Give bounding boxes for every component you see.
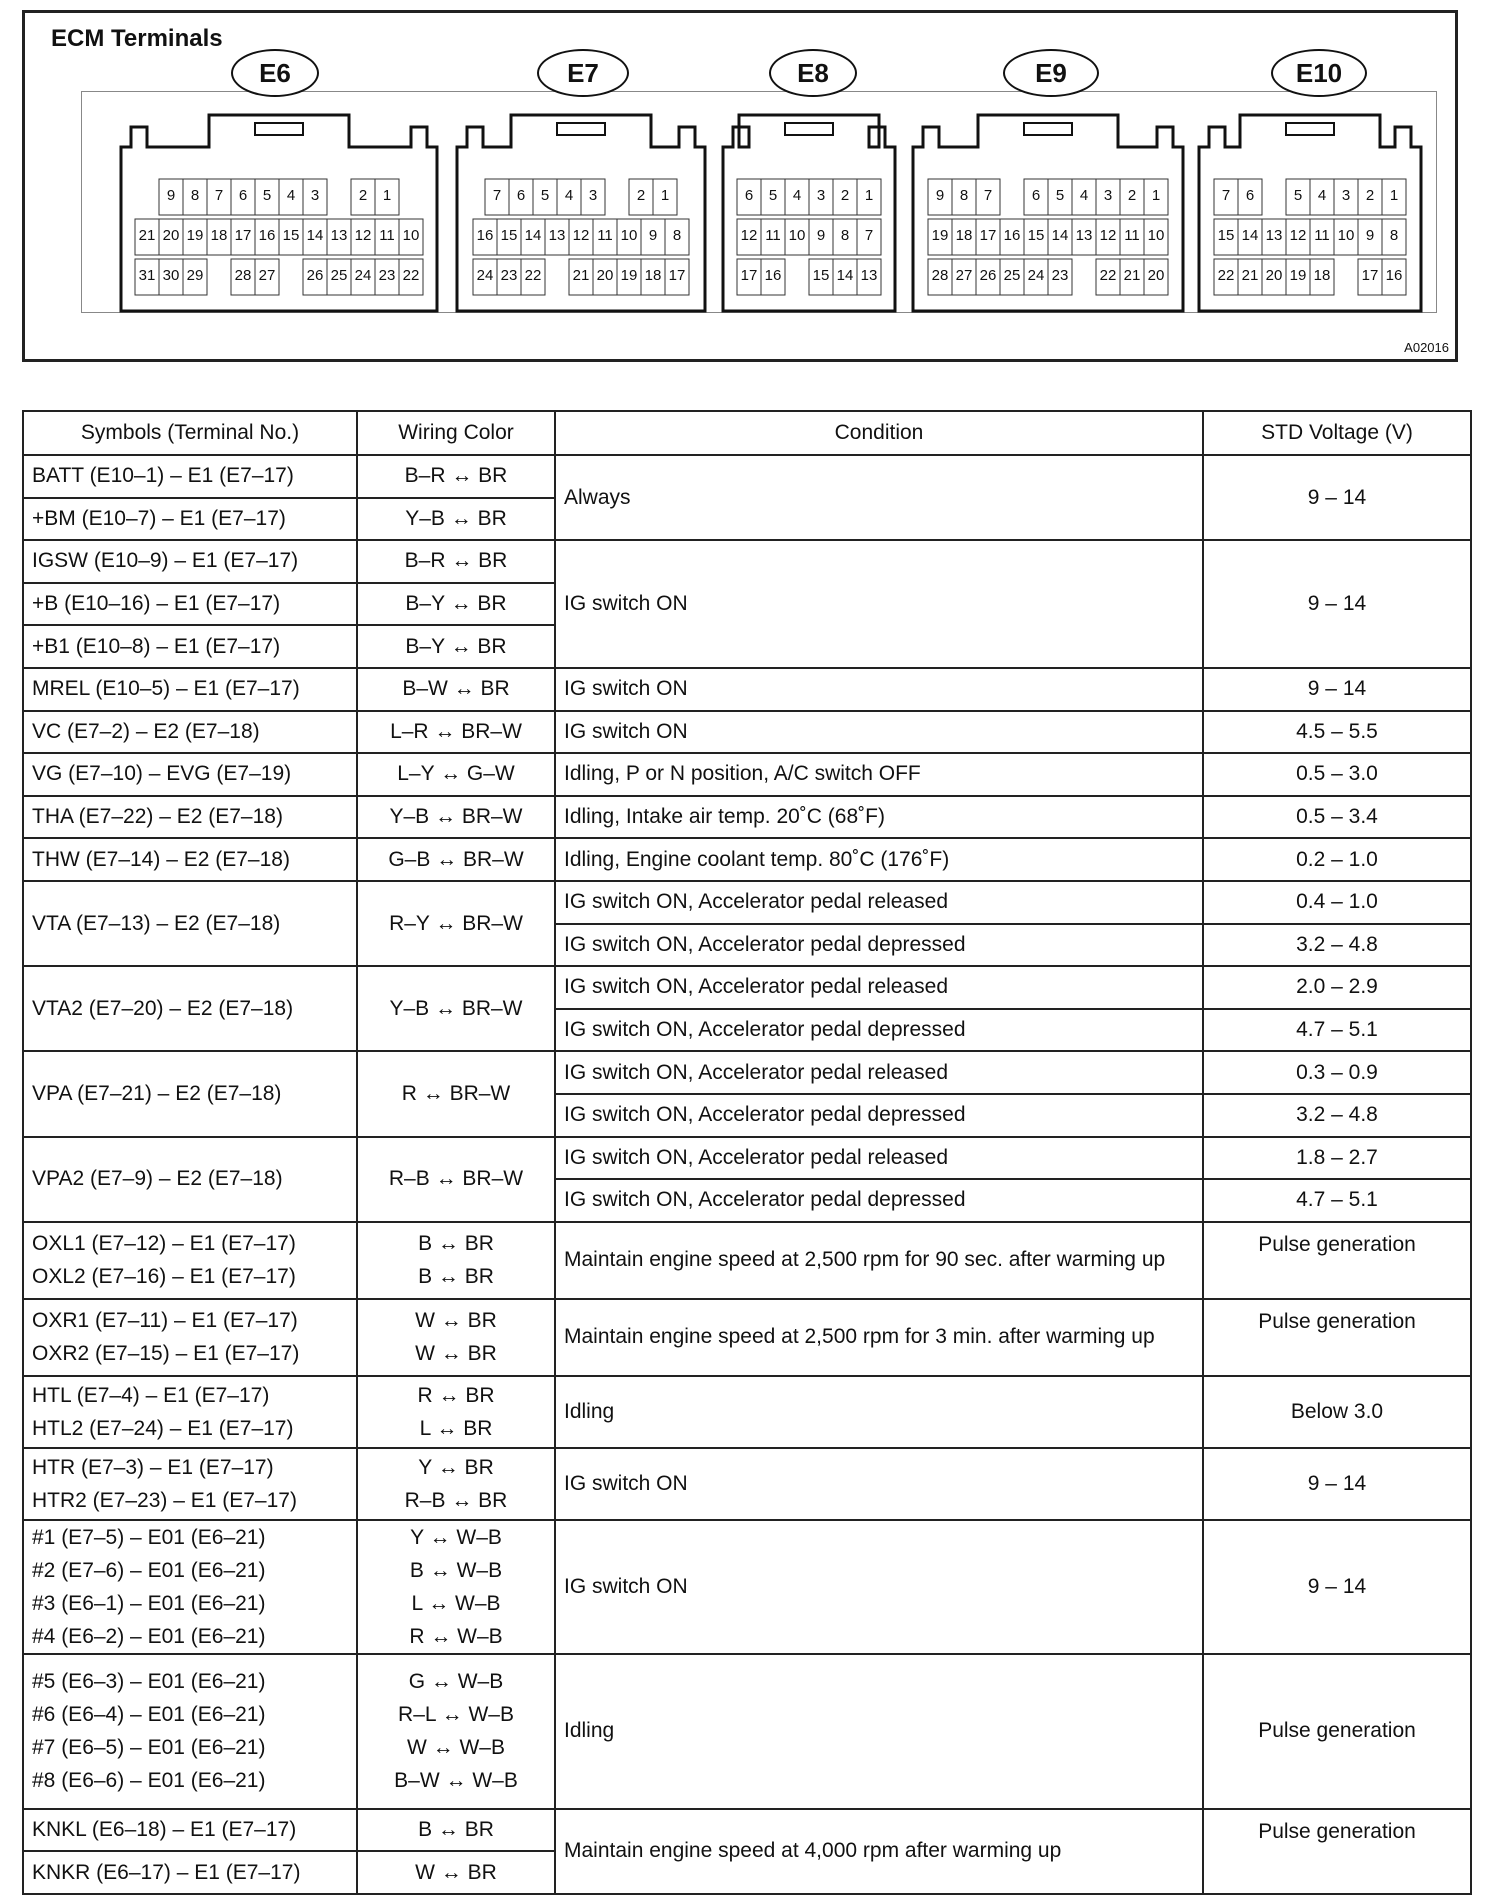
table-row xyxy=(23,1376,1471,1448)
terminal-number: 24 xyxy=(354,267,372,284)
symbol-cell: THW (E7–14) – E2 (E7–18) xyxy=(23,838,357,881)
terminal-number: 26 xyxy=(306,267,324,284)
condition-cell: Idling xyxy=(555,1654,1203,1809)
wiring-color-cell: B ↔ BR xyxy=(357,1809,555,1852)
terminal-number: 2 xyxy=(840,187,850,204)
terminal-number: 19 xyxy=(1289,267,1307,284)
terminal-number: 1 xyxy=(864,187,874,204)
terminal-number: 9 xyxy=(166,187,176,204)
symbol-cell xyxy=(23,1654,357,1809)
voltage-cell: 0.5 – 3.4 xyxy=(1203,796,1471,839)
terminal-number: 20 xyxy=(162,227,180,244)
wiring-color-cell: R–B ↔ BR–W xyxy=(357,1137,555,1222)
wiring-color-cell: Y–B ↔ BR–W xyxy=(357,966,555,1051)
terminal-number: 15 xyxy=(282,227,300,244)
wiring-color-cell: Y–B ↔ BR xyxy=(357,498,555,541)
symbol-cell: MREL (E10–5) – E1 (E7–17) xyxy=(23,668,357,711)
terminal-number: 17 xyxy=(1361,267,1379,284)
condition-cell: IG switch ON, Accelerator pedal released xyxy=(555,1051,1203,1094)
symbol-line: #3 (E6–1) – E01 (E6–21) xyxy=(32,1591,266,1615)
voltage-cell: 3.2 – 4.8 xyxy=(1203,1094,1471,1137)
terminal-number: 4 xyxy=(1317,187,1327,204)
connector-latch xyxy=(557,123,605,135)
color-line: R ↔ W–B xyxy=(409,1624,503,1648)
terminal-number: 12 xyxy=(572,227,590,244)
terminal-number: 18 xyxy=(1313,267,1331,284)
terminal-number: 24 xyxy=(476,267,494,284)
terminal-number: 1 xyxy=(382,187,392,204)
terminal-number: 5 xyxy=(768,187,778,204)
terminal-number: 21 xyxy=(572,267,590,284)
terminal-number: 27 xyxy=(258,267,276,284)
symbol-cell: VTA (E7–13) – E2 (E7–18) xyxy=(23,881,357,966)
terminal-number: 17 xyxy=(668,267,686,284)
table-row xyxy=(23,1299,1471,1376)
terminal-number: 16 xyxy=(476,227,494,244)
terminal-number: 7 xyxy=(864,227,874,244)
terminal-number: 13 xyxy=(1075,227,1093,244)
terminal-number: 2 xyxy=(636,187,646,204)
symbol-line: HTL (E7–4) – E1 (E7–17) xyxy=(32,1383,270,1407)
terminal-number: 7 xyxy=(492,187,502,204)
voltage-cell: 0.2 – 1.0 xyxy=(1203,838,1471,881)
condition-cell: IG switch ON xyxy=(555,1448,1203,1520)
table-row xyxy=(23,1137,1471,1180)
condition-cell: IG switch ON, Accelerator pedal depressed xyxy=(555,1094,1203,1137)
color-line: L ↔ BR xyxy=(419,1416,493,1440)
connector-e9 xyxy=(913,107,1183,319)
condition-cell: Idling xyxy=(555,1376,1203,1448)
terminal-number: 9 xyxy=(816,227,826,244)
connector-outline xyxy=(457,107,705,319)
color-line: W ↔ BR xyxy=(415,1309,497,1333)
color-line: G ↔ W–B xyxy=(408,1670,504,1694)
condition-cell: IG switch ON xyxy=(555,668,1203,711)
table-row xyxy=(23,540,1471,583)
condition-cell: IG switch ON, Accelerator pedal released xyxy=(555,1137,1203,1180)
condition-cell: IG switch ON, Accelerator pedal released xyxy=(555,966,1203,1009)
connector-latch xyxy=(255,123,303,135)
terminal-number: 13 xyxy=(548,227,566,244)
terminal-number: 6 xyxy=(516,187,526,204)
terminal-number: 10 xyxy=(1337,227,1355,244)
terminal-number: 20 xyxy=(1147,267,1165,284)
terminal-number: 1 xyxy=(660,187,670,204)
terminal-number: 6 xyxy=(1031,187,1041,204)
symbol-line: OXR1 (E7–11) – E1 (E7–17) xyxy=(32,1309,298,1333)
color-line: B ↔ BR xyxy=(418,1265,494,1289)
header-std-voltage: STD Voltage (V) xyxy=(1203,411,1471,455)
table-row xyxy=(23,455,1471,498)
condition-cell: IG switch ON xyxy=(555,711,1203,754)
color-line: R ↔ BR xyxy=(417,1383,495,1407)
terminal-number: 17 xyxy=(234,227,252,244)
terminal-number: 25 xyxy=(1003,267,1021,284)
terminal-number: 7 xyxy=(1221,187,1231,204)
symbol-cell: THA (E7–22) – E2 (E7–18) xyxy=(23,796,357,839)
wiring-color-cell: Y–B ↔ BR–W xyxy=(357,796,555,839)
terminal-number: 14 xyxy=(1051,227,1069,244)
terminal-number: 23 xyxy=(500,267,518,284)
terminal-number: 3 xyxy=(588,187,598,204)
terminal-number: 11 xyxy=(1124,227,1140,244)
terminal-number: 3 xyxy=(1341,187,1351,204)
terminal-number: 9 xyxy=(1365,227,1375,244)
symbol-line: OXL2 (E7–16) – E1 (E7–17) xyxy=(32,1265,296,1289)
terminal-number: 16 xyxy=(258,227,276,244)
terminal-number: 1 xyxy=(1389,187,1399,204)
terminal-number: 5 xyxy=(1293,187,1303,204)
terminal-number: 15 xyxy=(812,267,830,284)
symbol-line: #8 (E6–6) – E01 (E6–21) xyxy=(32,1769,266,1793)
symbol-cell: BATT (E10–1) – E1 (E7–17) xyxy=(23,455,357,498)
terminal-number: 16 xyxy=(1385,267,1403,284)
wiring-color-cell: B–R ↔ BR xyxy=(357,540,555,583)
color-line: Y ↔ W–B xyxy=(410,1525,502,1549)
terminal-number: 5 xyxy=(1055,187,1065,204)
table-row xyxy=(23,1520,1471,1654)
symbol-line: #5 (E6–3) – E01 (E6–21) xyxy=(32,1670,266,1694)
symbol-cell: +BM (E10–7) – E1 (E7–17) xyxy=(23,498,357,541)
connector-outline xyxy=(1199,107,1421,319)
symbol-line: #6 (E6–4) – E01 (E6–21) xyxy=(32,1703,266,1727)
terminal-number: 12 xyxy=(1099,227,1117,244)
terminal-number: 14 xyxy=(306,227,324,244)
terminal-number: 8 xyxy=(959,187,969,204)
symbol-cell: IGSW (E10–9) – E1 (E7–17) xyxy=(23,540,357,583)
terminal-number: 29 xyxy=(186,267,204,284)
terminal-number: 11 xyxy=(1314,227,1330,244)
connector-latch xyxy=(1024,123,1072,135)
voltage-cell: 9 – 14 xyxy=(1203,1520,1471,1654)
terminal-number: 22 xyxy=(1099,267,1117,284)
symbol-cell xyxy=(23,1520,357,1654)
terminal-number: 21 xyxy=(138,227,156,244)
symbol-cell: VPA (E7–21) – E2 (E7–18) xyxy=(23,1051,357,1136)
terminal-number: 4 xyxy=(286,187,296,204)
connector-latch xyxy=(1286,123,1334,135)
symbol-cell: KNKL (E6–18) – E1 (E7–17) xyxy=(23,1809,357,1852)
wiring-color-cell: B–W ↔ BR xyxy=(357,668,555,711)
terminal-number: 18 xyxy=(644,267,662,284)
terminal-number: 15 xyxy=(1217,227,1235,244)
wiring-color-cell xyxy=(357,1448,555,1520)
voltage-cell: 0.4 – 1.0 xyxy=(1203,881,1471,924)
condition-cell: Idling, Intake air temp. 20˚C (68˚F) xyxy=(555,796,1203,839)
voltage-cell: Below 3.0 xyxy=(1203,1376,1471,1448)
wiring-color-cell: B–Y ↔ BR xyxy=(357,583,555,626)
terminal-number: 25 xyxy=(330,267,348,284)
terminal-number: 8 xyxy=(672,227,682,244)
terminal-number: 9 xyxy=(648,227,658,244)
table-row xyxy=(23,1809,1471,1852)
terminal-number: 8 xyxy=(1389,227,1399,244)
terminal-number: 9 xyxy=(935,187,945,204)
connector-e8 xyxy=(723,107,895,319)
terminal-number: 4 xyxy=(1079,187,1089,204)
terminal-number: 10 xyxy=(788,227,806,244)
voltage-cell: 0.3 – 0.9 xyxy=(1203,1051,1471,1094)
symbol-cell: +B (E10–16) – E1 (E7–17) xyxy=(23,583,357,626)
table-row xyxy=(23,796,1471,839)
terminal-number: 2 xyxy=(1127,187,1137,204)
symbol-line: OXR2 (E7–15) – E1 (E7–17) xyxy=(32,1342,300,1366)
terminal-number: 21 xyxy=(1241,267,1259,284)
table-row xyxy=(23,1222,1471,1299)
terminal-number: 7 xyxy=(983,187,993,204)
condition-cell: Idling, P or N position, A/C switch OFF xyxy=(555,753,1203,796)
voltage-cell: Pulse generation xyxy=(1203,1222,1471,1299)
voltage-cell: 2.0 – 2.9 xyxy=(1203,966,1471,1009)
table-row xyxy=(23,1051,1471,1094)
color-line: L ↔ W–B xyxy=(411,1591,501,1615)
symbol-line: #4 (E6–2) – E01 (E6–21) xyxy=(32,1624,266,1648)
terminal-number: 10 xyxy=(1147,227,1165,244)
terminal-number: 2 xyxy=(358,187,368,204)
diagram-code: A02016 xyxy=(1404,340,1449,355)
wiring-color-cell xyxy=(357,1520,555,1654)
terminal-number: 18 xyxy=(210,227,228,244)
symbol-cell: +B1 (E10–8) – E1 (E7–17) xyxy=(23,625,357,668)
terminal-number: 21 xyxy=(1123,267,1141,284)
voltage-cell: 3.2 – 4.8 xyxy=(1203,924,1471,967)
terminal-number: 14 xyxy=(1241,227,1259,244)
terminal-number: 11 xyxy=(379,227,395,244)
connector-label-e7: E7 xyxy=(537,49,629,97)
color-line: W ↔ BR xyxy=(415,1342,497,1366)
color-line: R–L ↔ W–B xyxy=(398,1703,514,1727)
terminal-number: 23 xyxy=(378,267,396,284)
color-line: W ↔ W–B xyxy=(407,1736,505,1760)
terminal-number: 28 xyxy=(234,267,252,284)
terminal-number: 19 xyxy=(620,267,638,284)
wiring-color-cell: B–Y ↔ BR xyxy=(357,625,555,668)
header-wiring-color: Wiring Color xyxy=(357,411,555,455)
terminal-number: 4 xyxy=(564,187,574,204)
symbol-line: OXL1 (E7–12) – E1 (E7–17) xyxy=(32,1232,296,1256)
symbol-line: #1 (E7–5) – E01 (E6–21) xyxy=(32,1525,266,1549)
voltage-cell: 9 – 14 xyxy=(1203,455,1471,540)
connector-latch xyxy=(785,123,833,135)
terminal-number: 19 xyxy=(186,227,204,244)
symbol-line: HTR2 (E7–23) – E1 (E7–17) xyxy=(32,1488,297,1512)
terminal-number: 11 xyxy=(765,227,781,244)
voltage-cell: 4.7 – 5.1 xyxy=(1203,1009,1471,1052)
terminal-number: 5 xyxy=(262,187,272,204)
color-line: B–W ↔ W–B xyxy=(394,1769,518,1793)
symbol-cell: VTA2 (E7–20) – E2 (E7–18) xyxy=(23,966,357,1051)
voltage-cell: 4.7 – 5.1 xyxy=(1203,1179,1471,1222)
terminal-number: 22 xyxy=(402,267,420,284)
diagram-title: ECM Terminals xyxy=(51,25,223,52)
terminal-number: 1 xyxy=(1151,187,1161,204)
terminal-number: 16 xyxy=(1003,227,1021,244)
terminal-number: 13 xyxy=(1265,227,1283,244)
terminal-number: 10 xyxy=(620,227,638,244)
table-row xyxy=(23,881,1471,924)
terminal-number: 16 xyxy=(764,267,782,284)
wiring-color-cell xyxy=(357,1654,555,1809)
voltage-cell: 9 – 14 xyxy=(1203,540,1471,668)
voltage-cell: 4.5 – 5.5 xyxy=(1203,711,1471,754)
symbol-line: HTL2 (E7–24) – E1 (E7–17) xyxy=(32,1416,294,1440)
terminal-number: 12 xyxy=(354,227,372,244)
terminal-number: 24 xyxy=(1027,267,1045,284)
condition-cell: IG switch ON, Accelerator pedal depressed xyxy=(555,924,1203,967)
terminal-number: 18 xyxy=(955,227,973,244)
wiring-color-cell: R–Y ↔ BR–W xyxy=(357,881,555,966)
connector-label-e8: E8 xyxy=(769,49,857,97)
table-row xyxy=(23,838,1471,881)
voltage-cell: Pulse generation xyxy=(1203,1299,1471,1376)
terminal-number: 15 xyxy=(1027,227,1045,244)
wiring-color-cell: B–R ↔ BR xyxy=(357,455,555,498)
terminal-number: 10 xyxy=(402,227,420,244)
terminal-number: 12 xyxy=(740,227,758,244)
terminal-number: 28 xyxy=(931,267,949,284)
terminal-number: 17 xyxy=(979,227,997,244)
wiring-color-cell: R ↔ BR–W xyxy=(357,1051,555,1136)
wiring-color-cell xyxy=(357,1299,555,1376)
terminal-number: 6 xyxy=(744,187,754,204)
table-header-row xyxy=(23,411,1471,455)
terminal-number: 7 xyxy=(214,187,224,204)
terminal-number: 22 xyxy=(524,267,542,284)
condition-cell: Maintain engine speed at 2,500 rpm for 90 sec. after warming up xyxy=(555,1222,1203,1299)
terminal-number: 13 xyxy=(860,267,878,284)
voltage-cell: Pulse generation xyxy=(1203,1809,1471,1894)
terminal-number: 17 xyxy=(740,267,758,284)
condition-cell: IG switch ON xyxy=(555,1520,1203,1654)
connector-outline xyxy=(913,107,1183,319)
table-row xyxy=(23,711,1471,754)
condition-cell: IG switch ON xyxy=(555,540,1203,668)
symbol-line: #7 (E6–5) – E01 (E6–21) xyxy=(32,1736,266,1760)
voltage-cell: 1.8 – 2.7 xyxy=(1203,1137,1471,1180)
condition-cell: Idling, Engine coolant temp. 80˚C (176˚F) xyxy=(555,838,1203,881)
table-row xyxy=(23,1448,1471,1520)
wiring-color-cell xyxy=(357,1376,555,1448)
color-line: B ↔ BR xyxy=(418,1232,494,1256)
terminal-number: 15 xyxy=(500,227,518,244)
terminal-number: 8 xyxy=(190,187,200,204)
symbol-cell: VG (E7–10) – EVG (E7–19) xyxy=(23,753,357,796)
terminal-number: 12 xyxy=(1289,227,1307,244)
condition-cell: Maintain engine speed at 4,000 rpm after warming up xyxy=(555,1809,1203,1894)
condition-cell: Always xyxy=(555,455,1203,540)
voltage-cell: 9 – 14 xyxy=(1203,1448,1471,1520)
symbol-cell: VC (E7–2) – E2 (E7–18) xyxy=(23,711,357,754)
connector-e7 xyxy=(457,107,705,319)
terminal-number: 26 xyxy=(979,267,997,284)
terminal-number: 20 xyxy=(1265,267,1283,284)
connector-label-e9: E9 xyxy=(1003,49,1099,97)
wiring-color-cell xyxy=(357,1222,555,1299)
symbol-cell xyxy=(23,1222,357,1299)
condition-cell: Maintain engine speed at 2,500 rpm for 3 min. after warming up xyxy=(555,1299,1203,1376)
terminal-number: 27 xyxy=(955,267,973,284)
color-line: B ↔ W–B xyxy=(409,1558,503,1582)
terminal-number: 22 xyxy=(1217,267,1235,284)
header-condition: Condition xyxy=(555,411,1203,455)
terminal-number: 31 xyxy=(138,267,156,284)
symbol-cell xyxy=(23,1448,357,1520)
connector-outline xyxy=(723,107,895,319)
connector-label-e10: E10 xyxy=(1271,49,1367,97)
connector-label-e6: E6 xyxy=(231,49,319,97)
terminal-number: 2 xyxy=(1365,187,1375,204)
terminal-number: 20 xyxy=(596,267,614,284)
wiring-color-cell: L–Y ↔ G–W xyxy=(357,753,555,796)
connector-e6 xyxy=(121,107,437,319)
color-line: R–B ↔ BR xyxy=(404,1488,508,1512)
wiring-color-cell: L–R ↔ BR–W xyxy=(357,711,555,754)
condition-cell: IG switch ON, Accelerator pedal depressed xyxy=(555,1179,1203,1222)
wiring-color-cell: W ↔ BR xyxy=(357,1851,555,1894)
table-row xyxy=(23,668,1471,711)
voltage-cell: 9 – 14 xyxy=(1203,668,1471,711)
ecm-terminal-table xyxy=(22,410,1472,1895)
terminal-number: 3 xyxy=(310,187,320,204)
terminal-number: 13 xyxy=(330,227,348,244)
voltage-cell: Pulse generation xyxy=(1203,1654,1471,1809)
symbol-cell xyxy=(23,1376,357,1448)
terminal-number: 14 xyxy=(836,267,854,284)
symbol-cell: VPA2 (E7–9) – E2 (E7–18) xyxy=(23,1137,357,1222)
connector-e10 xyxy=(1199,107,1421,319)
terminal-number: 14 xyxy=(524,227,542,244)
terminal-number: 6 xyxy=(238,187,248,204)
ecm-terminals-diagram xyxy=(22,10,1458,362)
terminal-number: 11 xyxy=(597,227,613,244)
wiring-color-cell: G–B ↔ BR–W xyxy=(357,838,555,881)
condition-cell: IG switch ON, Accelerator pedal released xyxy=(555,881,1203,924)
condition-cell: IG switch ON, Accelerator pedal depressed xyxy=(555,1009,1203,1052)
symbol-line: #2 (E7–6) – E01 (E6–21) xyxy=(32,1558,266,1582)
terminal-number: 23 xyxy=(1051,267,1069,284)
symbol-cell xyxy=(23,1299,357,1376)
table-row xyxy=(23,966,1471,1009)
header-symbols: Symbols (Terminal No.) xyxy=(23,411,357,455)
color-line: Y ↔ BR xyxy=(418,1455,494,1479)
terminal-number: 3 xyxy=(816,187,826,204)
voltage-cell: 0.5 – 3.0 xyxy=(1203,753,1471,796)
table-row xyxy=(23,1654,1471,1809)
terminal-number: 8 xyxy=(840,227,850,244)
terminal-number: 4 xyxy=(792,187,802,204)
connector-outline xyxy=(121,107,437,319)
symbol-line: HTR (E7–3) – E1 (E7–17) xyxy=(32,1455,274,1479)
terminal-number: 6 xyxy=(1245,187,1255,204)
terminal-number: 5 xyxy=(540,187,550,204)
terminal-number: 19 xyxy=(931,227,949,244)
symbol-cell: KNKR (E6–17) – E1 (E7–17) xyxy=(23,1851,357,1894)
terminal-number: 3 xyxy=(1103,187,1113,204)
table-row xyxy=(23,753,1471,796)
terminal-number: 30 xyxy=(162,267,180,284)
